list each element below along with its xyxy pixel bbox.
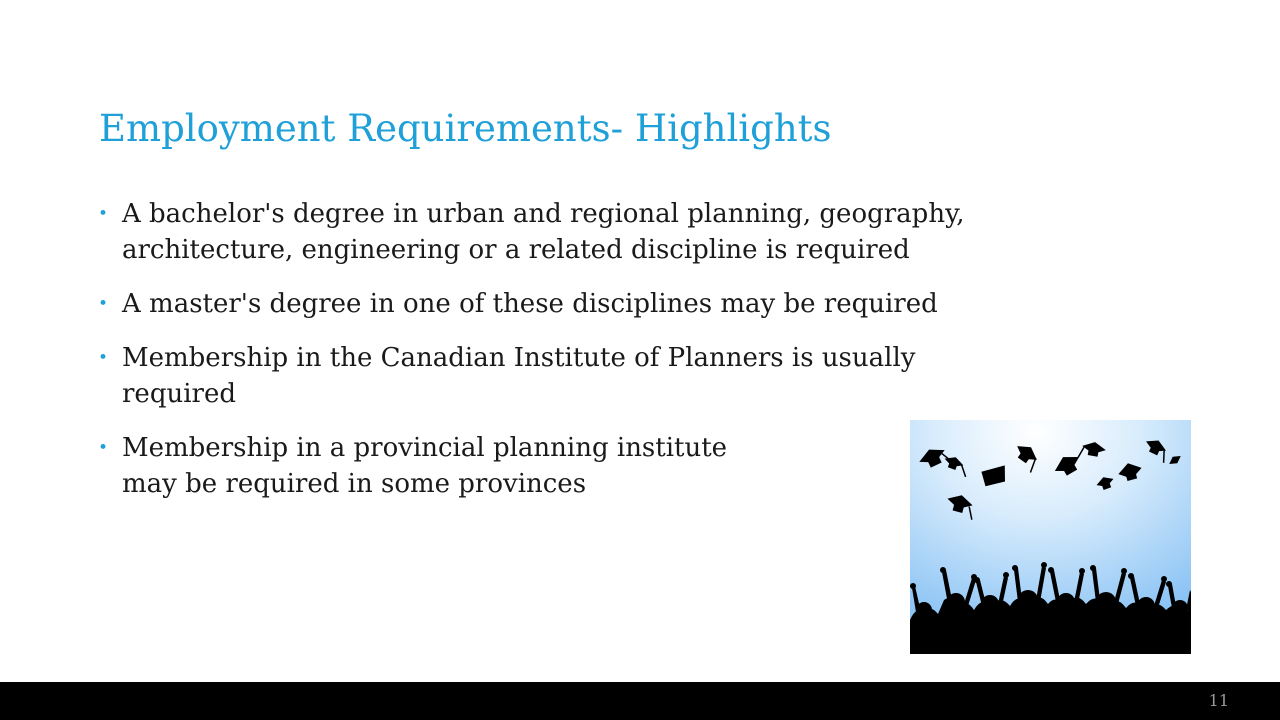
bullet-item	[98, 286, 965, 322]
graduation-caps-photo	[910, 420, 1191, 654]
bullet-icon: •	[98, 204, 109, 224]
bullet-line: Membership in a provincial planning institute	[122, 433, 728, 463]
bullet-line: A bachelor's degree in urban and regional planning, geography,	[122, 199, 965, 229]
bullet-list	[98, 196, 965, 520]
bullet-line: Membership in the Canadian Institute of Planners is usually	[122, 343, 916, 373]
bullet-item	[98, 196, 965, 268]
slide-title: Employment Requirements- Highlights	[99, 107, 832, 150]
bullet-icon: •	[98, 294, 109, 314]
bullet-line: may be required in some provinces	[122, 469, 587, 499]
bullet-item	[98, 340, 965, 412]
bullet-item	[98, 430, 965, 502]
bullet-icon: •	[98, 438, 109, 458]
bullet-line: architecture, engineering or a related discipline is required	[122, 235, 910, 265]
footer-bar	[0, 682, 1280, 720]
graduation-scene-illustration	[910, 420, 1191, 654]
page-number: 11	[1208, 691, 1229, 710]
bullet-line: required	[122, 379, 236, 409]
bullet-icon: •	[98, 348, 109, 368]
bullet-line: A master's degree in one of these disciplines may be required	[122, 289, 938, 319]
